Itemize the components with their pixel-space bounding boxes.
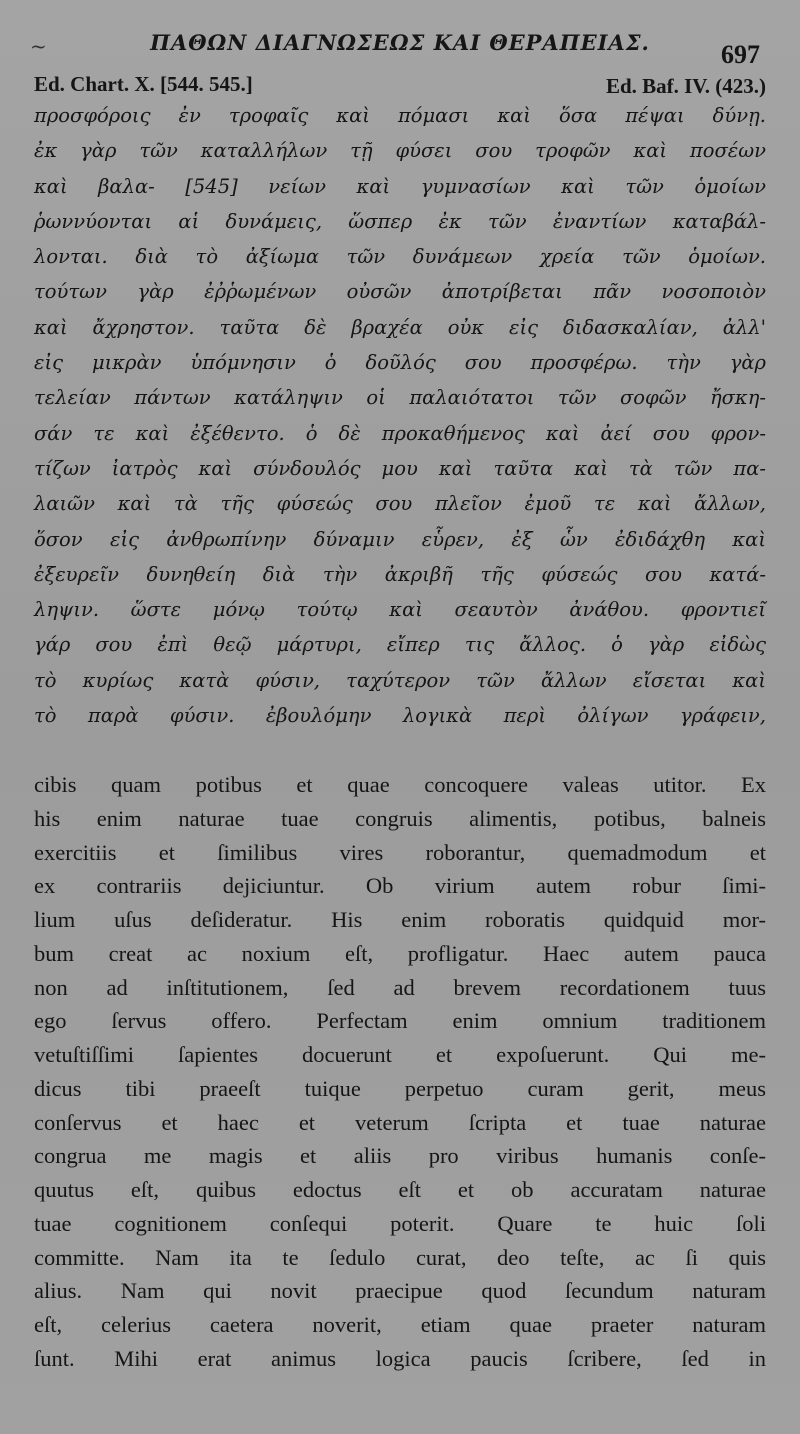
latin-text-line: eſt, celerius caetera noverit, etiam quae praeter naturam xyxy=(34,1312,766,1337)
greek-text-line: ὅσον εἰς ἀνθρωπίνην δύναμιν εὗρεν, ἐξ ὧν ἐδιδάχθη καὶ xyxy=(34,527,766,551)
latin-text-line: committe. Nam ita te ſedulo curat, deo teſte, ac ſi quis xyxy=(34,1244,766,1270)
greek-text-line: εἰς μικρὰν ὑπόμνησιν ὁ δοῦλός σου προσφέρω. τὴν γὰρ xyxy=(34,351,766,375)
greek-text-line: ληψιν. ὥστε μόνῳ τούτῳ καὶ σεαυτὸν ἀνάθου. φροντιεῖ xyxy=(34,598,766,622)
latin-text-line: tuae cognitionem conſequi poterit. Quare te huic ſoli xyxy=(34,1210,766,1236)
latin-text-line: lium uſus deſideratur. His enim roboratis quidquid mor- xyxy=(34,907,766,932)
latin-text-line: conſervus et haec et veterum ſcripta et tuae naturae xyxy=(34,1109,766,1135)
greek-text-line: προσφόροις ἐν τροφαῖς καὶ πόμασι καὶ ὅσα πέψαι δύνῃ. xyxy=(34,104,766,127)
latin-text-line: dicus tibi praeeſt tuique perpetuo curam gerit, meus xyxy=(34,1075,766,1101)
latin-text-line: cibis quam potibus et quae concoquere valeas utitor. Ex xyxy=(34,772,766,797)
greek-text-line: σάν τε καὶ ἐξέθεντο. ὁ δὲ προκαθήμενος καὶ ἀεί σου φρον- xyxy=(34,421,766,445)
latin-text-line: exercitiis et ſimilibus vires roborantur, quemadmodum et xyxy=(34,839,766,865)
latin-text-line: vetuſtiſſimi ſapientes docuerunt et expoſuerunt. Qui me- xyxy=(34,1042,766,1067)
latin-text-line: non ad inſtitutionem, ſed ad brevem recordationem tuus xyxy=(34,974,766,1000)
greek-text-line: ἐκ γὰρ τῶν καταλλήλων τῇ φύσει σου τροφῶν καὶ ποσέων xyxy=(34,139,766,163)
page-number: 697 xyxy=(721,40,760,69)
latin-text-line: ex contrariis dejiciuntur. Ob virium autem robur ſimi- xyxy=(34,873,766,899)
greek-text-block xyxy=(34,98,766,733)
running-head: ΠΑΘΩΝ ΔΙΑΓΝΩΣΕΩΣ ΚΑΙ ΘΕΡΑΠΕΙΑΣ. xyxy=(150,30,650,55)
edition-reference-chart: Ed. Chart. X. [544. 545.] xyxy=(34,72,253,96)
latin-text-line: his enim naturae tuae congruis alimentis, potibus, balneis xyxy=(34,805,766,831)
latin-text-block xyxy=(34,768,766,1376)
edition-reference-basel: Ed. Baf. IV. (423.) xyxy=(605,74,766,98)
latin-text-line: alius. Nam qui novit praecipue quod ſecundum naturam xyxy=(34,1278,766,1304)
latin-text-line: quutus eſt, quibus edoctus eſt et ob accuratam naturae xyxy=(34,1177,766,1202)
greek-text-line: τὸ παρὰ φύσιν. ἐβουλόμην λογικὰ περὶ ὀλίγων γράφειν, xyxy=(34,704,766,728)
greek-text-line: ῥωννύονται αἱ δυνάμεις, ὥσπερ ἐκ τῶν ἐναντίων καταβάλ- xyxy=(34,209,766,233)
greek-text-line: ἐξευρεῖν δυνηθείη διὰ τὴν ἀκριβῆ τῆς φύσεώς σου κατά- xyxy=(34,562,766,586)
latin-text-line: bum creat ac noxium eſt, profligatur. Haec autem pauca xyxy=(34,940,766,966)
greek-text-line: καὶ ἄχρηστον. ταῦτα δὲ βραχέα οὐκ εἰς διδασκαλίαν, ἀλλ' xyxy=(34,315,766,339)
latin-text-line: ego ſervus offero. Perfectam enim omnium traditionem xyxy=(34,1008,766,1034)
greek-text-line: τελείαν πάντων κατάληψιν οἱ παλαιότατοι τῶν σοφῶν ἤσκη- xyxy=(34,386,766,410)
latin-text-line: ſunt. Mihi erat animus logica paucis ſcribere, ſed in xyxy=(34,1345,766,1371)
greek-text-line: γάρ σου ἐπὶ θεῷ μάρτυρι, εἴπερ τις ἄλλος. ὁ γὰρ εἰδὼς xyxy=(34,633,766,657)
greek-text-line: τίζων ἰατρὸς καὶ σύνδουλός μου καὶ ταῦτα καὶ τὰ τῶν πα- xyxy=(34,456,766,480)
greek-text-line: τούτων γὰρ ἐῤῥωμένων οὐσῶν ἀποτρίβεται πᾶν νοσοποιὸν xyxy=(34,280,766,304)
greek-text-line: τὸ κυρίως κατὰ φύσιν, ταχύτερον τῶν ἄλλων εἴσεται καὶ xyxy=(34,668,766,692)
greek-text-line: λαιῶν καὶ τὰ τῆς φύσεώς σου πλεῖον ἐμοῦ τε καὶ ἄλλων, xyxy=(34,492,766,516)
greek-text-line: λονται. διὰ τὸ ἀξίωμα τῶν δυνάμεων χρεία τῶν ὁμοίων. xyxy=(34,245,766,269)
margin-dash: ~ xyxy=(30,34,47,58)
greek-text-line: καὶ βαλα- [545] νείων καὶ γυμνασίων καὶ τῶν ὁμοίων xyxy=(34,174,766,198)
latin-text-line: congrua me magis et aliis pro viribus humanis conſe- xyxy=(34,1143,766,1169)
